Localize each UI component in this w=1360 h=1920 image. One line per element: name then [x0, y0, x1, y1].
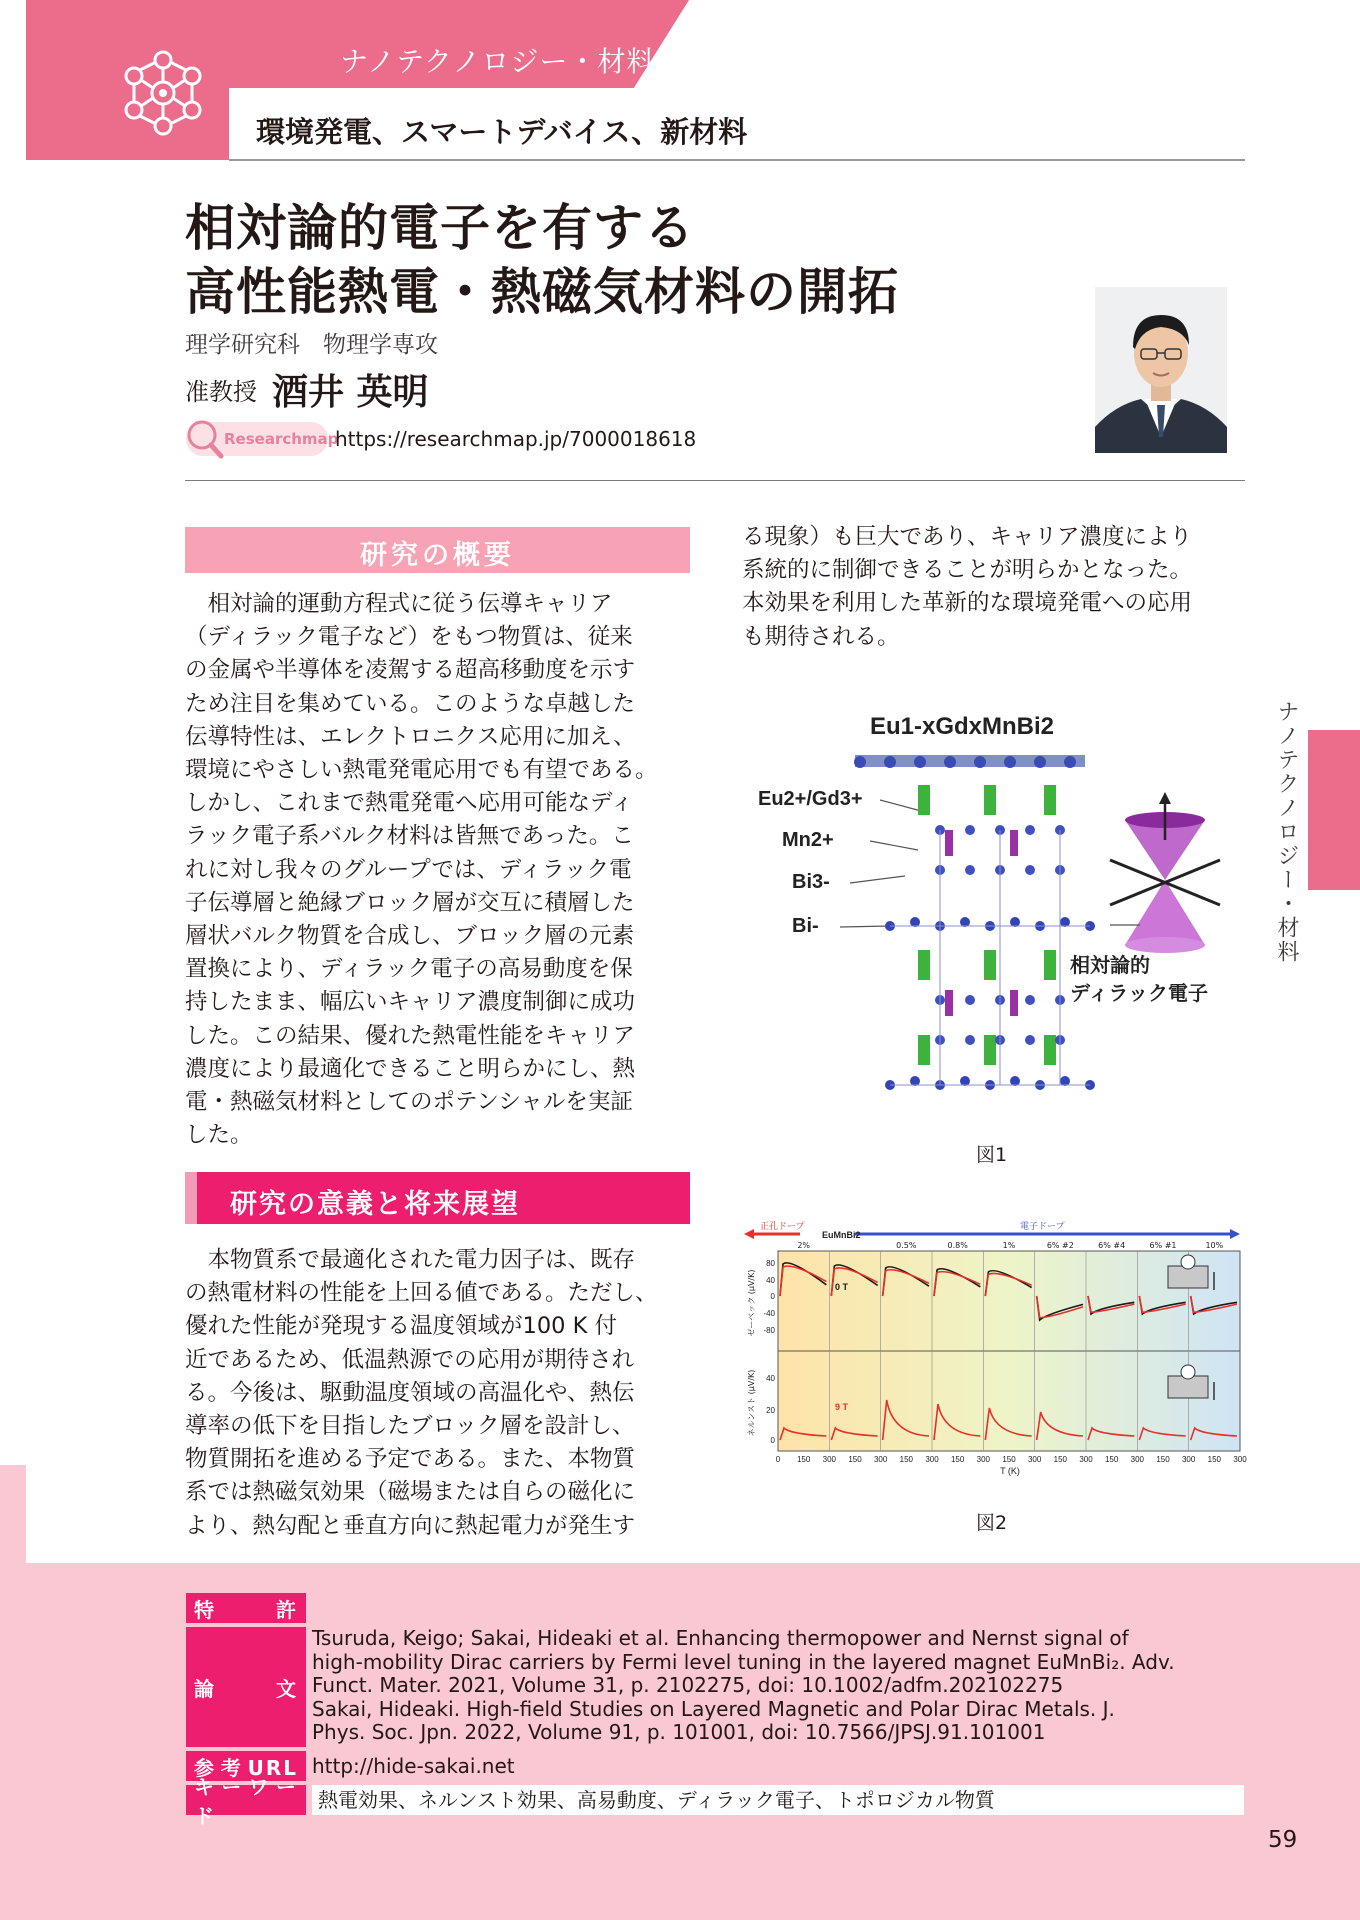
fig2-x-tick: 150 — [1104, 1455, 1119, 1464]
fig2-y-tick: -40 — [763, 1309, 775, 1318]
text-line: る。今後は、駆動温度領域の高温化や、熱伝 — [185, 1379, 635, 1406]
figure-1-caption: 図1 — [976, 1144, 1008, 1166]
sdg-7-number: 7 — [1100, 79, 1110, 94]
fig2-x-tick: 300 — [1130, 1455, 1145, 1464]
text-line: 優れた性能が発現する温度領域が100 K 付 — [185, 1313, 618, 1340]
fig2-x-tick: 150 — [796, 1455, 811, 1464]
fig2-panel-label: 6% #2 — [1046, 1241, 1074, 1250]
paper-line: high-mobility Dirac carriers by Fermi level tuning in the layered magnet EuMnBi₂. Adv. — [312, 1649, 1175, 1674]
fig2-panel-label: 0.8% — [947, 1241, 968, 1250]
fig2-panel-label: 1% — [1002, 1241, 1016, 1250]
title-line-2: 高性能熱電・熱磁気材料の開拓 — [185, 263, 899, 321]
header-rule — [229, 159, 1245, 161]
figure-1-crystal-structure — [740, 700, 1245, 1130]
text-line: しかし、これまで熱電発電へ応用可能なディ — [185, 790, 634, 817]
fig2-y-tick: 40 — [766, 1374, 775, 1383]
paper-label — [186, 1627, 306, 1747]
sdg-7-text: エネルギーをみんなに そしてクリーンに — [1114, 80, 1161, 92]
text-line: （ディラック電子など）をもつ物質は、従来 — [185, 624, 633, 651]
text-line: より、熱勾配と垂直方向に熱起電力が発生す — [185, 1512, 636, 1539]
fig2-x-tick: 150 — [1053, 1455, 1068, 1464]
text-line: れに対し我々のグループでは、ディラック電 — [185, 856, 632, 883]
fig2-y-top-label: ゼーベック (μV/K) — [747, 1269, 756, 1337]
fig2-x-tick: 150 — [848, 1455, 862, 1464]
left-edge-strip — [0, 1465, 26, 1920]
text-line: ラック電子系バルク材料は皆無であった。こ — [185, 823, 634, 850]
fig2-x-tick: 150 — [899, 1455, 914, 1464]
fig2-y-tick: 40 — [766, 1276, 775, 1285]
fig1-label-mn: Mn2+ — [782, 829, 834, 851]
fig1-label-eu-gd: Eu2+/Gd3+ — [758, 788, 863, 810]
fig2-x-tick: 300 — [873, 1455, 888, 1464]
category-label: ナノテクノロジー・材料 — [340, 45, 656, 78]
text-line: 物質開拓を進める予定である。また、本物質 — [185, 1446, 636, 1473]
text-line: も期待される。 — [742, 623, 900, 650]
text-line: 導率の低下を目指したブロック層を設計し、 — [185, 1413, 635, 1440]
molecule-network-icon — [118, 48, 208, 138]
text-line: 子伝導層と絶縁ブロック層が交互に積層した — [185, 889, 635, 916]
text-line: した。 — [185, 1122, 253, 1149]
fig2-x-tick: 300 — [822, 1455, 837, 1464]
fig2-9T-label: 9 T — [835, 1402, 849, 1412]
text-line: 環境にやさしい熱電発電応用でも有望である。 — [185, 757, 658, 784]
section-divider — [185, 480, 1245, 481]
fig2-x-tick: 300 — [1233, 1455, 1247, 1464]
author-portrait — [1095, 287, 1227, 453]
significance-heading-accent — [185, 1172, 197, 1224]
text-line: ため注目を集めている。このような卓越した — [185, 690, 636, 717]
fig2-x-tick: 150 — [1207, 1455, 1222, 1464]
paper-line: Funct. Mater. 2021, Volume 31, p. 2102275, doi: 10.1002/adfm.202102275 — [312, 1673, 1064, 1697]
fig1-label-bi3: Bi3- — [792, 871, 830, 893]
paper-list — [312, 1627, 1242, 1745]
fig2-hole-doping: 正孔ドープ — [760, 1222, 805, 1232]
keyword-value: 熱電効果、ネルンスト効果、高易動度、ディラック電子、トポロジカル物質 — [312, 1785, 1244, 1815]
sdg-9-badge — [1175, 76, 1245, 146]
author-department: 理学研究科 物理学専攻 — [185, 332, 438, 358]
fig1-dirac-label-2: ディラック電子 — [1070, 981, 1208, 1005]
keyword-label-text: キーワード — [194, 1775, 298, 1828]
author-name: 酒井 英明 — [272, 372, 429, 413]
fig2-x-tick: 150 — [1156, 1455, 1170, 1464]
text-line: 持したまま、幅広いキャリア濃度制御に成功 — [185, 989, 636, 1016]
fig2-x-tick: 300 — [976, 1455, 991, 1464]
text-line: 電・熱磁気材料としてのポテンシャルを実証 — [185, 1089, 633, 1116]
fig1-dirac-label-1: 相対論的 — [1070, 953, 1150, 977]
text-line: 層状バルク物質を合成し、ブロック層の元素 — [185, 923, 635, 950]
sun-icon — [1095, 76, 1165, 146]
category-subtitle: 環境発電、スマートデバイス、新材料 — [256, 115, 748, 149]
paper-line: Sakai, Hideaki. High-field Studies on Layered Magnetic and Polar Dirac Metals. J. — [312, 1696, 1115, 1721]
patent-label-text: 特 許 — [194, 1597, 298, 1622]
author-position: 准教授 — [185, 378, 257, 406]
side-tab-label: ナノテクノロジー・材料 — [1274, 700, 1299, 964]
fig2-x-tick: 150 — [950, 1455, 965, 1464]
figure-2-caption: 図2 — [976, 1512, 1008, 1534]
significance-body — [185, 1244, 658, 1543]
text-line: 系では熱磁気効果（磁場または自らの磁化に — [185, 1479, 636, 1506]
fig2-y-tick: -80 — [763, 1326, 775, 1335]
text-line: 近であるため、低温熱源での応用が期待され — [185, 1346, 635, 1373]
text-line: した。この結果、優れた熱電性能をキャリア — [185, 1022, 636, 1049]
paper-label-text: 論 文 — [194, 1676, 298, 1701]
magnifier-icon — [183, 416, 227, 460]
fig2-panel-label: 6% #1 — [1149, 1241, 1177, 1250]
overview-heading: 研究の概要 — [360, 540, 515, 571]
patent-label — [186, 1593, 306, 1623]
significance-body-continued — [742, 521, 1192, 654]
text-line: 系統的に制御できることが明らかとなった。 — [742, 557, 1193, 584]
page-number: 59 — [1268, 1827, 1298, 1853]
text-line: 置換により、ディラック電子の高易動度を保 — [185, 956, 633, 983]
text-line: 本効果を利用した革新的な環境発電への応用 — [742, 590, 1193, 617]
sdg-9-number: 9 — [1180, 79, 1190, 94]
fig2-y-tick: 20 — [766, 1406, 775, 1415]
side-tab-marker — [1308, 730, 1360, 890]
paper-line: Phys. Soc. Jpn. 2022, Volume 91, p. 101001, doi: 10.7566/JPSJ.91.101001 — [312, 1720, 1046, 1744]
text-line: 本物質系で最適化された電力因子は、既存 — [185, 1247, 636, 1273]
fig2-y-tick: 0 — [770, 1292, 775, 1301]
fig2-x-tick: 300 — [925, 1455, 939, 1464]
text-line: の金属や半導体を凌駕する超高移動度を示す — [185, 657, 636, 684]
fig2-x-tick: 300 — [1079, 1455, 1093, 1464]
overview-body — [185, 588, 658, 1152]
fig2-x-tick: 300 — [1181, 1455, 1196, 1464]
keyword-label — [186, 1775, 306, 1828]
fig2-y-tick: 80 — [766, 1259, 775, 1268]
fig2-panel-label: 10% — [1205, 1241, 1224, 1250]
fig2-y-tick: 0 — [770, 1436, 775, 1445]
paper-line: Tsuruda, Keigo; Sakai, Hideaki et al. Enhancing thermopower and Nernst signal of — [312, 1626, 1129, 1650]
fig2-x-tick: 300 — [1027, 1455, 1042, 1464]
cubes-icon — [1175, 76, 1245, 146]
patent-value — [312, 1593, 1242, 1623]
fig2-parent: EuMnBi2 — [822, 1230, 861, 1240]
reference-url-label-text: 参考URL — [194, 1755, 298, 1780]
fig2-xlabel: T (K) — [1000, 1466, 1020, 1476]
fig2-panel-label: 0.5% — [896, 1241, 917, 1250]
researchmap-url[interactable]: https://researchmap.jp/7000018618 — [335, 427, 697, 451]
sdg-7-badge — [1095, 76, 1165, 146]
fig1-label-bi: Bi- — [792, 915, 819, 937]
fig2-y-bottom-label: ネルンスト (μV/K) — [747, 1369, 756, 1437]
text-line: る現象）も巨大であり、キャリア濃度により — [742, 524, 1193, 550]
sdg-9-text: 産業と技術革新の 基盤をつくろう — [1194, 80, 1241, 92]
researchmap-label[interactable]: Researchmap — [224, 430, 339, 448]
fig2-electron-doping: 電子ドープ — [1020, 1222, 1065, 1232]
text-line: 伝導特性は、エレクトロニクス応用に加え、 — [185, 723, 636, 750]
fig2-x-tick: 150 — [1002, 1455, 1016, 1464]
text-line: 相対論的運動方程式に従う伝導キャリア — [185, 591, 613, 617]
figure-2-thermoelectric-chart — [740, 1218, 1245, 1480]
fig2-panel-label: 6% #4 — [1098, 1241, 1126, 1250]
fig1-formula: Eu1-xGdxMnBi2 — [870, 713, 1055, 740]
reference-url[interactable]: http://hide-sakai.net — [312, 1754, 515, 1778]
text-line: 濃度により最適化できること明らかにし、熱 — [185, 1055, 636, 1082]
significance-heading: 研究の意義と将来展望 — [230, 1189, 520, 1220]
fig2-x-tick: 0 — [775, 1455, 781, 1464]
text-line: の熱電材料の性能を上回る値である。ただし、 — [185, 1280, 658, 1307]
fig2-panel-label: 2% — [797, 1241, 811, 1250]
title-line-1: 相対論的電子を有する — [185, 199, 695, 257]
fig2-0T-label: 0 T — [835, 1282, 849, 1292]
